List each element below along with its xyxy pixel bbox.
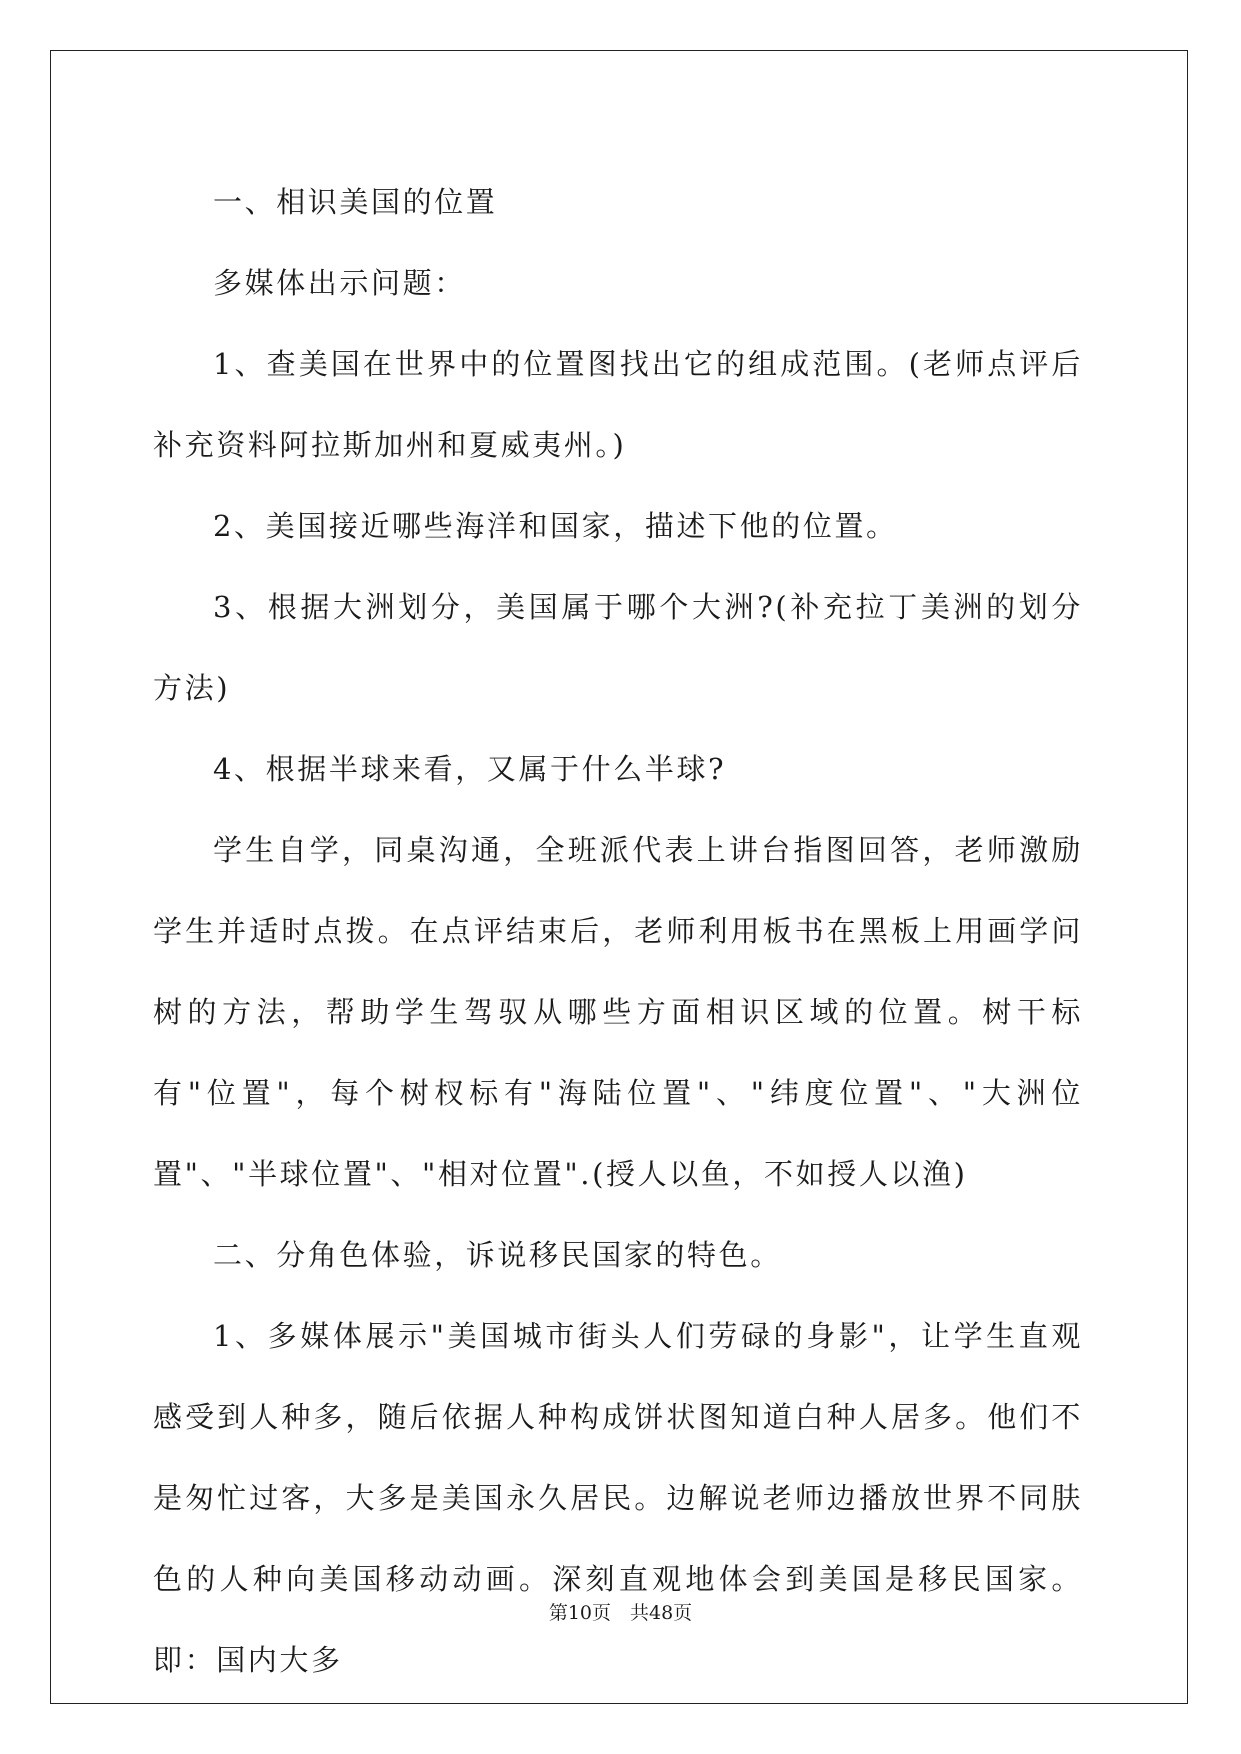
section-heading-immigration: 二、分角色体验，诉说移民国家的特色。 [213,1238,782,1272]
question-item-1: 1、查美国在世界中的位置图找出它的组成范围。(老师点评后补充资料阿拉斯加州和夏威夷州。) [153,347,1083,462]
question-item-2: 2、美国接近哪些海洋和国家，描述下他的位置。 [213,509,898,543]
paragraph-self-study: 学生自学，同桌沟通，全班派代表上讲台指图回答，老师激励学生并适时点拨。在点评结束后，老师利用板书在黑板上用画学问树的方法，帮助学生驾驭从哪些方面相识区域的位置。树干标有"位置"，每个树杈标有"海陆位置"、"纬度位置"、"大洲位置"、"半球位置"、"相对位置".(授人以鱼，不如授人以渔) [153,833,1083,1191]
question-item-3: 3、根据大洲划分，美国属于哪个大洲?(补充拉丁美洲的划分方法) [153,590,1083,705]
question-item-4: 4、根据半球来看，又属于什么半球? [213,752,727,786]
document-body [153,162,1083,1701]
section-heading-location: 一、相识美国的位置 [213,185,498,219]
paragraph-multimedia-questions: 多媒体出示问题： [213,266,466,300]
paragraph-multimedia-display: 1、多媒体展示"美国城市街头人们劳碌的身影"，让学生直观感受到人种多，随后依据人种构成饼状图知道白种人居多。他们不是匆忙过客，大多是美国永久居民。边解说老师边播放世界不同肤色的人种向美国移动动画。深刻直观地体会到美国是移民国家。即：国内大多 [153,1319,1083,1677]
page-number-footer: 第10页 共48页 [548,1602,693,1624]
